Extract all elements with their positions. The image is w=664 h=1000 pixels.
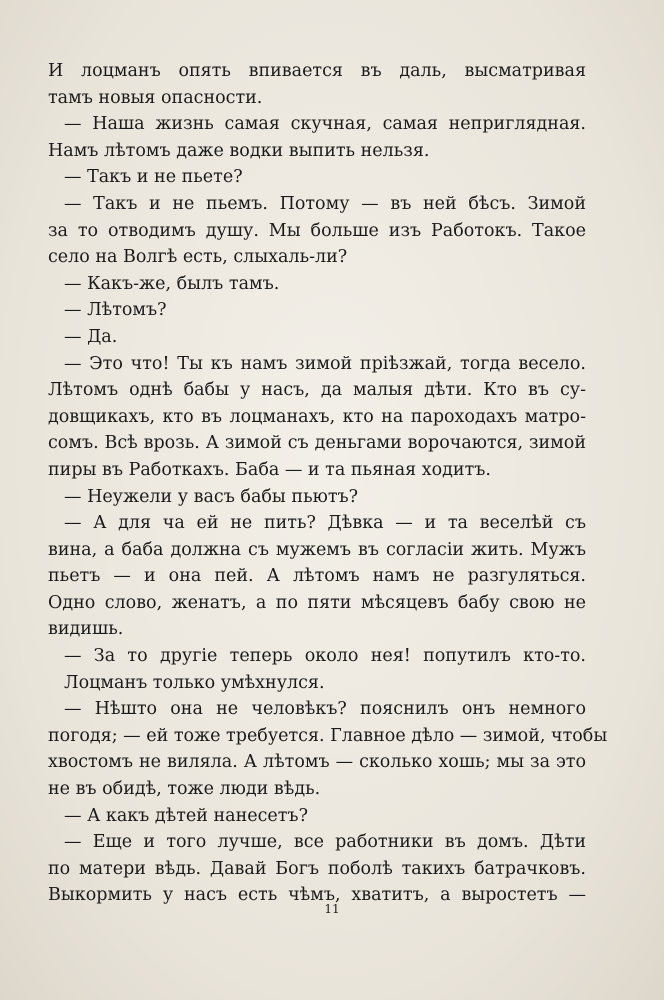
text-line: — Такъ и не пьете? [64,167,243,188]
text-line: хвостомъ не виляла. А лѣтомъ — сколько хошь; мы за это [48,752,586,773]
text-line: И лоцманъ опять впивается въ даль, высматривая [48,61,586,81]
text-line: тамъ новыя опасности. [48,87,263,108]
text-line: — Нѣшто она не человѣкъ? пояснилъ онъ немного [64,699,586,720]
text-line: пиры въ Работкахъ. Баба — и та пьяная ходитъ. [48,459,491,480]
text-line: довщикахъ, кто въ лоцманахъ, кто на пароходахъ матро- [48,406,586,427]
text-line: погодя; — ей тоже требуется. Главное дѣло — зимой, чтобы [48,725,608,746]
text-line: сомъ. Всѣ врозь. А зимой съ деньгами ворочаются, зимой [48,433,586,454]
text-line: — Да. [64,326,118,347]
text-line: — За то другiе теперь около нея! попутилъ кто-то. [64,646,586,667]
text-line: — Это что! Ты къ намъ зимой прiѣзжай, тогда весело. [64,353,586,374]
text-line: Лоцманъ только умѣхнулся. [64,672,325,693]
text-line: не въ обидѣ, тоже люди вѣдь. [48,779,321,800]
text-line: видишь. [48,619,124,640]
text-line: Намъ лѣтомъ даже водки выпить нельзя. [48,140,430,161]
text-line: Выкормить у насъ есть чѣмъ, хватитъ, а выростетъ — [48,885,586,906]
text-line: — Неужели у васъ бабы пьютъ? [64,486,359,507]
text-line: село на Волгѣ есть, слыхаль-ли? [48,247,348,268]
text-line: — Какъ-же, былъ тамъ. [64,273,280,294]
text-line: Лѣтомъ однѣ бабы у насъ, да малыя дѣти. Кто въ су- [48,380,586,401]
text-line: — А для ча ей не пить? Дѣвка — и та веселѣй съ [64,513,586,534]
text-line: — Лѣтомъ? [64,300,167,321]
text-line: — Наша жизнь самая скучная, самая неприглядная. [64,114,586,135]
text-line: вина, а баба должна съ мужемъ въ согласiи жить. Мужъ [48,539,586,560]
text-line: за то отводимъ душу. Мы больше изъ Работокъ. Такое [48,220,586,241]
text-line: пьетъ — и она пей. А лѣтомъ намъ не разгуляться. [48,566,586,587]
text-line: — Такъ и не пьемъ. Потому — въ ней бѣсъ. Зимой [64,193,586,214]
text-line: — А какъ дѣтей нанесетъ? [64,805,308,826]
page-number: 11 [324,902,340,916]
page-body [48,58,608,909]
text-line: — Еще и того лучше, все работники въ домъ. Дѣти [64,832,586,853]
text-line: по матери вѣдь. Давай Богъ поболѣ такихъ батрачковъ. [48,858,586,879]
text-line: Одно слово, женатъ, а по пяти мѣсяцевъ бабу свою не [48,592,586,613]
